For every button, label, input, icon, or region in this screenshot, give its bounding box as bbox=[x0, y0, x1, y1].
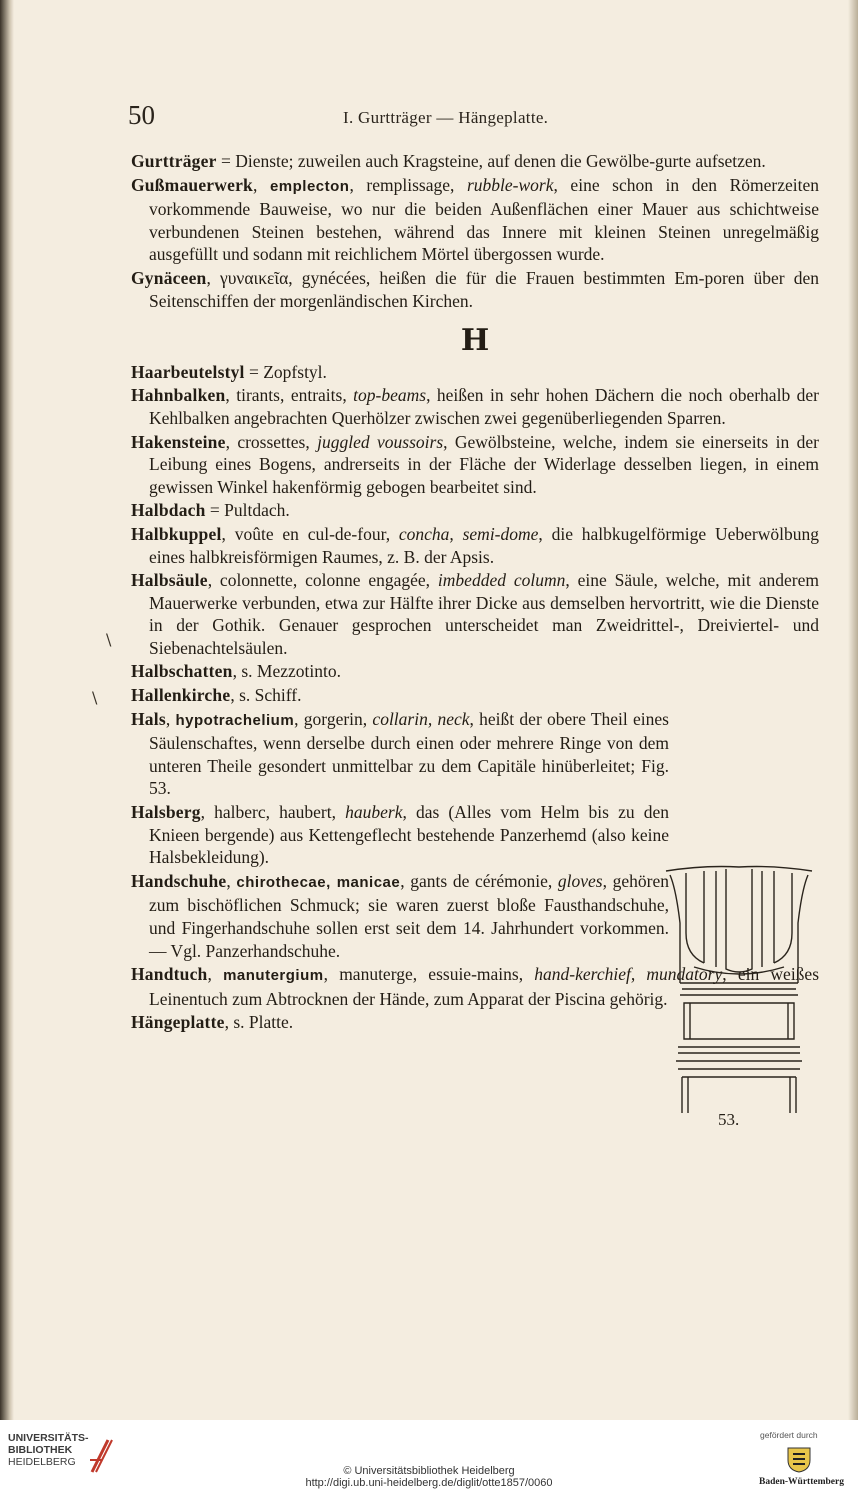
english-term: rubble-work bbox=[466, 174, 554, 195]
funder-name: Baden-Württemberg bbox=[759, 1477, 844, 1487]
entry-text: , das (Alles vom Helm bis zu den Knieen bergende) aus Kettengeflecht bestehende Panzerhemd (also keine Halsbekleidung). bbox=[149, 802, 670, 868]
entry-text: , eine Säule, welche, mit anderem Mauerwerke verbunden, etwa zur Hälfte ihrer Dicke aus demselben hervortritt, wie die Dienste in der Gothik. Genauer gesprochen unterscheidet man Zweidrittel-, Dreiviertel- und Siebenachtelsäulen. bbox=[149, 570, 820, 658]
copyright-text: © Universitätsbibliothek Heidelberg bbox=[343, 1465, 515, 1477]
latin-term: manutergium bbox=[223, 967, 324, 985]
entry-halsberg bbox=[131, 801, 669, 869]
entry-text: , eine schon in den Römerzeiten vorkommende Bauweise, wo nur die beiden Außenflächen einer Mauer aus schichtweise verbundenen Steinen bestehen, während das Innere mit kleinen Steinen unregelmäßig ausgefüllt und sodann mit reichlichem Mörtel übergossen wurde. bbox=[149, 174, 819, 265]
library-name-line: BIBLIOTHEK bbox=[8, 1444, 73, 1456]
english-term: hauberk bbox=[345, 802, 403, 823]
entry-haarbeutelstyl bbox=[131, 361, 819, 384]
entry-halbschatten bbox=[131, 660, 819, 683]
margin-pencil-mark: \ bbox=[92, 688, 98, 707]
english-term: top-beams bbox=[353, 385, 427, 406]
entry-gurttraeger bbox=[131, 150, 819, 173]
lemma: Halbsäule bbox=[131, 570, 208, 591]
latin-term: hypotrachelium bbox=[175, 711, 295, 729]
entry-halbkuppel bbox=[131, 523, 819, 568]
lemma: Hängeplatte bbox=[131, 1012, 225, 1033]
entry-text: = Pultdach. bbox=[205, 500, 290, 521]
page-header bbox=[128, 100, 818, 136]
page-number: 50 bbox=[128, 100, 155, 130]
entry-text: , heißt der obere Theil eines Säulenschaftes, wenn derselbe durch einen oder mehrere Ringe von dem unteren Theile gesondert unmittelbar zu dem Capitäle hinüberleitet; Fig. 53. bbox=[149, 708, 669, 799]
permalink-url[interactable]: http://digi.ub.uni-heidelberg.de/diglit/otte1857/0060 bbox=[305, 1477, 553, 1489]
page-edge-left bbox=[0, 0, 14, 1420]
library-logo-text bbox=[8, 1432, 89, 1468]
entry-text: , halberc, haubert, bbox=[200, 802, 346, 823]
entry-hals: Hals, hypotrachelium, gorgerin, collarin, neck, heißt der obere Theil eines Säulenschaftes, wenn derselbe durch einen oder mehrere Ringe von dem unteren Theile gesondert unmittelbar zu dem Capitäle hinüberleitet; Fig. 53. bbox=[131, 708, 669, 799]
english-term: concha, semi-dome bbox=[398, 523, 539, 544]
latin-term: chirothecae, manicae bbox=[236, 873, 401, 891]
english-term: imbedded column bbox=[437, 570, 566, 591]
entry-halbsaeule bbox=[131, 569, 819, 659]
entry-text: , s. Mezzotinto. bbox=[232, 661, 341, 682]
column-neck-figure bbox=[664, 863, 814, 1133]
lemma: Halbkuppel bbox=[131, 523, 222, 544]
entry-text: , remplissage, bbox=[349, 174, 467, 195]
entry-text: , heißen in sehr hohen Dächern die noch oberhalb der Kehlbalken angebrachten Querhölzer zwischen zwei gegenüberliegenden Sparren. bbox=[149, 385, 819, 428]
library-name-line: HEIDELBERG bbox=[8, 1456, 76, 1468]
entry-text: , gorgerin, bbox=[294, 708, 373, 729]
entry-text: , Gewölbsteine, welche, indem sie einerseits in der Leibung eines Bogens, andrerseits in der Fläche der Widerlage desselben liegen, in einem gewissen Winkel hakenförmig gebogen bearbeitet sind. bbox=[149, 431, 819, 497]
latin-term: emplecton bbox=[269, 177, 350, 195]
english-term: gloves bbox=[557, 870, 603, 891]
library-name-line: UNIVERSITÄTS- bbox=[8, 1432, 89, 1444]
entry-hahnbalken bbox=[131, 384, 819, 429]
entry-halbdach bbox=[131, 499, 819, 522]
figure-caption: 53. bbox=[718, 1110, 740, 1129]
entry-text: , s. Schiff. bbox=[230, 685, 302, 706]
copyright-notice bbox=[0, 1465, 858, 1489]
entry-text: = Zopfstyl. bbox=[244, 361, 327, 382]
funded-by-label: gefördert durch bbox=[760, 1430, 818, 1440]
entry-text: , tirants, entraits, bbox=[225, 385, 354, 406]
entry-text: , die halbkugelförmige Ueberwölbung eines halbkreisförmigen Raumes, z. B. der Apsis. bbox=[149, 523, 819, 567]
entry-text: , colonnette, colonne engagée, bbox=[207, 570, 438, 591]
lemma: Hals bbox=[131, 708, 166, 729]
lemma: Hakensteine bbox=[131, 431, 226, 452]
lemma: Gußmauerwerk bbox=[131, 174, 253, 195]
entry-gynaeceen bbox=[131, 267, 819, 312]
running-head: I. Gurtträger — Hängeplatte. bbox=[343, 108, 549, 127]
entry-hakensteine bbox=[131, 431, 819, 499]
lemma: Halbschatten bbox=[131, 661, 233, 682]
entry-text: , manuterge, essuie-mains, bbox=[323, 964, 535, 985]
entry-text: , voûte en cul-de-four, bbox=[221, 523, 399, 544]
lemma: Gynäceen bbox=[131, 267, 207, 288]
baden-wuerttemberg-crest-icon bbox=[784, 1444, 814, 1474]
page-edge-right bbox=[848, 0, 858, 1420]
footer bbox=[0, 1420, 858, 1493]
entry-text: , crossettes, bbox=[225, 431, 318, 452]
entry-text: , γυναικεῖα, gynécées, heißen die für die Frauen bestimmten Em-poren über den Seitenschiffen der morgenländischen Kirchen. bbox=[149, 267, 819, 311]
lemma: Halsberg bbox=[131, 802, 201, 823]
lemma: Haarbeutelstyl bbox=[131, 361, 245, 382]
lemma: Hallenkirche bbox=[131, 685, 231, 706]
english-term: juggled voussoirs bbox=[317, 431, 444, 452]
entry-text: , gants de cérémonie, bbox=[400, 870, 558, 891]
entry-handschuhe: Handschuhe, chirothecae, manicae, gants de cérémonie, gloves, gehören zum bischöflichen Schmuck; sie waren zuerst bloße Fausthandschuhe, und Fingerhandschuhe sollen erst seit dem 14. Jahrhundert vorkommen. — Vgl. Panzerhandschuhe. bbox=[131, 870, 670, 961]
entry-text: , s. Platte. bbox=[224, 1012, 294, 1033]
english-term: collarin, neck bbox=[372, 708, 470, 729]
lemma: Handschuhe bbox=[131, 870, 227, 891]
entry-gussmauerwerk: Gußmauerwerk, emplecton, remplissage, rubble-work, eine schon in den Römerzeiten vorkommende Bauweise, wo nur die beiden Außenflächen einer Mauer aus schichtweise verbundenen Steinen bestehen, während das Innere mit kleinen Steinen unregelmäßig ausgefüllt und sodann mit reichlichem Mörtel übergossen wurde. bbox=[131, 174, 819, 265]
entry-hallenkirche bbox=[131, 684, 819, 707]
lemma: Halbdach bbox=[131, 500, 206, 521]
section-letter: H bbox=[460, 323, 490, 359]
lemma: Handtuch bbox=[131, 964, 208, 985]
entry-text: , gehören zum bischöflichen Schmuck; sie waren zuerst bloße Fausthandschuhe, und Fingerhandschuhe sollen erst seit dem 14. Jahrhundert vorkommen. — Vgl. Panzerhandschuhe. bbox=[149, 870, 670, 961]
lemma: Hahnbalken bbox=[131, 385, 226, 406]
entry-text: = Dienste; zuweilen auch Kragsteine, auf denen die Gewölbe-gurte aufsetzen. bbox=[216, 151, 766, 171]
lemma: Gurtträger bbox=[131, 151, 217, 171]
entry-text: , ein weißes Leinentuch zum Abtrocknen der Hände, zum Apparat der Piscina gehörig. bbox=[149, 964, 820, 1009]
english-term: hand-kerchief, mundatory bbox=[534, 964, 723, 985]
entry-handtuch: Handtuch, manutergium, manuterge, essuie-mains, hand-kerchief, mundatory, ein weißes Leinentuch zum Abtrocknen der Hände, zum Apparat der Piscina gehörig. bbox=[131, 964, 820, 1009]
margin-pencil-mark: \ bbox=[106, 630, 112, 649]
